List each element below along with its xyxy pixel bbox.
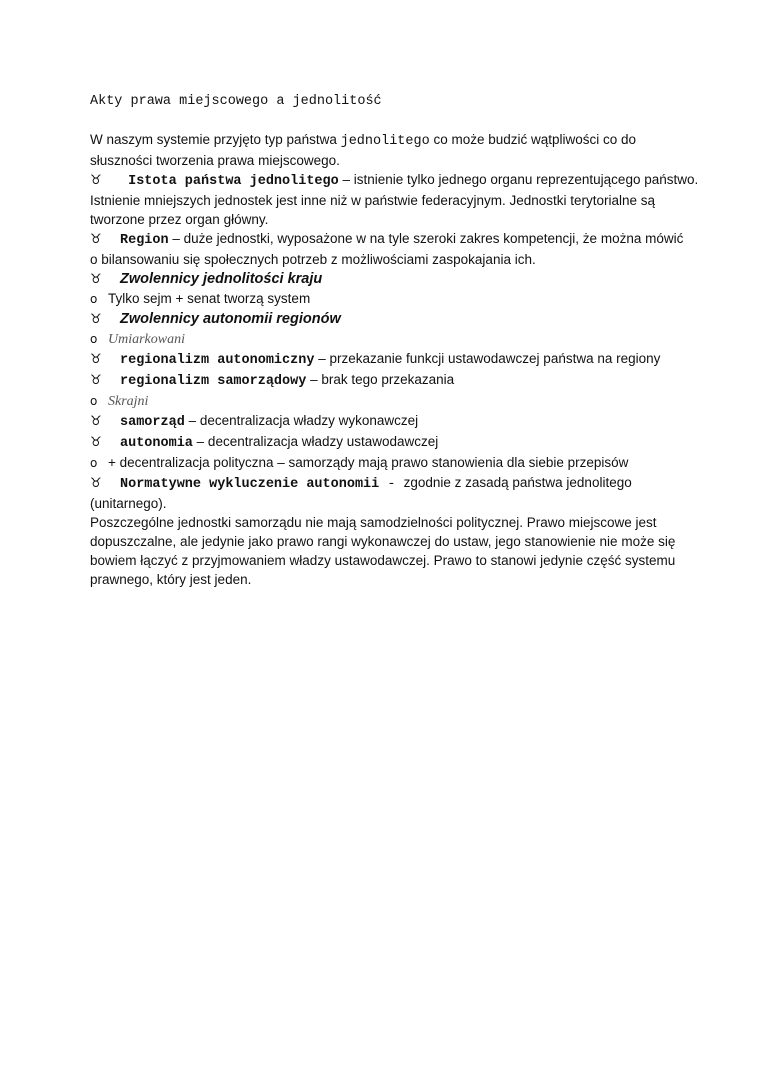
term-istota: Istota państwa jednolitego (120, 174, 339, 189)
taurus-bullet-icon: ♉ (90, 173, 102, 188)
document-title: Akty prawa miejscowego a jednolitość (90, 94, 382, 109)
term-regionalizm-samorzadowy: regionalizm samorządowy (120, 374, 307, 389)
circle-bullet-icon: o (90, 394, 98, 408)
circle-bullet-icon: o (90, 292, 98, 306)
heading-zwolennicy-autonomii: Zwolennicy autonomii regionów (120, 311, 341, 327)
paragraph-intro: W naszym systemie przyjęto typ państwa jednolitego co może budzić wątpliwości co do słuszności tworzenia prawa miejscowego. (90, 132, 637, 168)
bullet-normatywne-wykluczenie: ♉ Normatywne wykluczenie autonomii - zgodnie z zasadą państwa jednolitego (unitarnego). (90, 475, 632, 511)
paragraph-bilansowanie: o bilansowaniu się społecznych potrzeb z możliwościami zaspokajania ich. (90, 252, 536, 267)
taurus-bullet-icon: ♉ (90, 373, 102, 388)
term-region: Region (120, 233, 169, 248)
term-samorzad: samorząd (120, 415, 185, 430)
taurus-bullet-icon: ♉ (90, 232, 102, 247)
bullet-regionalizm-samorzadowy: ♉ regionalizm samorządowy – brak tego przekazania (90, 372, 455, 389)
paragraph-conclusion: Poszczególne jednostki samorządu nie mają samodzielności politycznej. Prawo miejscowe jest dopuszczalne, ale jedynie jako prawo rangi wykonawczej do ustaw, jego stanowienie nie może się bowiem łączyć z przyjmowaniem władzy ustawodawczej. Prawo to stanowi jedynie część systemu prawnego, który jest jeden. (90, 515, 676, 587)
term-autonomia: autonomia (120, 436, 193, 451)
taurus-bullet-icon: ♉ (90, 435, 102, 450)
paragraph-jednostki: Istnienie mniejszych jednostek jest inne niż w państwie federacyjnym. Jednostki terytorialne są tworzone przez organ główny. (90, 193, 656, 227)
taurus-bullet-icon: ♉ (90, 352, 102, 367)
bullet-zwolennicy-jednolitosci (90, 269, 700, 289)
heading-zwolennicy-jednolitosci: Zwolennicy jednolitości kraju (120, 271, 323, 287)
circle-item-decentralizacja: o + decentralizacja polityczna – samorządy mają prawo stanowienia dla siebie przepisów (90, 453, 700, 473)
circle-item-skrajni: o Skrajni (90, 394, 149, 409)
circle-item-sejm: o Tylko sejm + senat tworzą system (90, 289, 700, 309)
taurus-bullet-icon: ♉ (90, 272, 102, 287)
term-jednolitego: jednolitego (340, 134, 430, 149)
taurus-bullet-icon: ♉ (90, 476, 102, 491)
bullet-regionalizm-autonomiczny: ♉ regionalizm autonomiczny – przekazanie funkcji ustawodawczej państwa na regiony (90, 351, 661, 368)
bullet-autonomia: ♉ autonomia – decentralizacja władzy ustawodawczej (90, 434, 439, 451)
bullet-zwolennicy-autonomii (90, 309, 700, 329)
bullet-samorzad: ♉ samorząd – decentralizacja władzy wykonawczej (90, 413, 419, 430)
taurus-bullet-icon: ♉ (90, 414, 102, 429)
term-normatywne-wykluczenie: Normatywne wykluczenie autonomii (120, 477, 380, 492)
bullet-region: ♉ Region – duże jednostki, wyposażone w na tyle szeroki zakres kompetencji, że można mówić (90, 231, 684, 248)
circle-bullet-icon: o (90, 332, 98, 346)
taurus-bullet-icon: ♉ (90, 312, 102, 327)
circle-item-umiarkowani: o Umiarkowani (90, 332, 185, 347)
document-body (90, 92, 700, 589)
term-regionalizm-autonomiczny: regionalizm autonomiczny (120, 353, 315, 368)
bullet-istota: ♉ Istota państwa jednolitego – istnienie tylko jednego organu reprezentującego państwo. (90, 172, 699, 189)
circle-bullet-icon: o (90, 456, 98, 470)
